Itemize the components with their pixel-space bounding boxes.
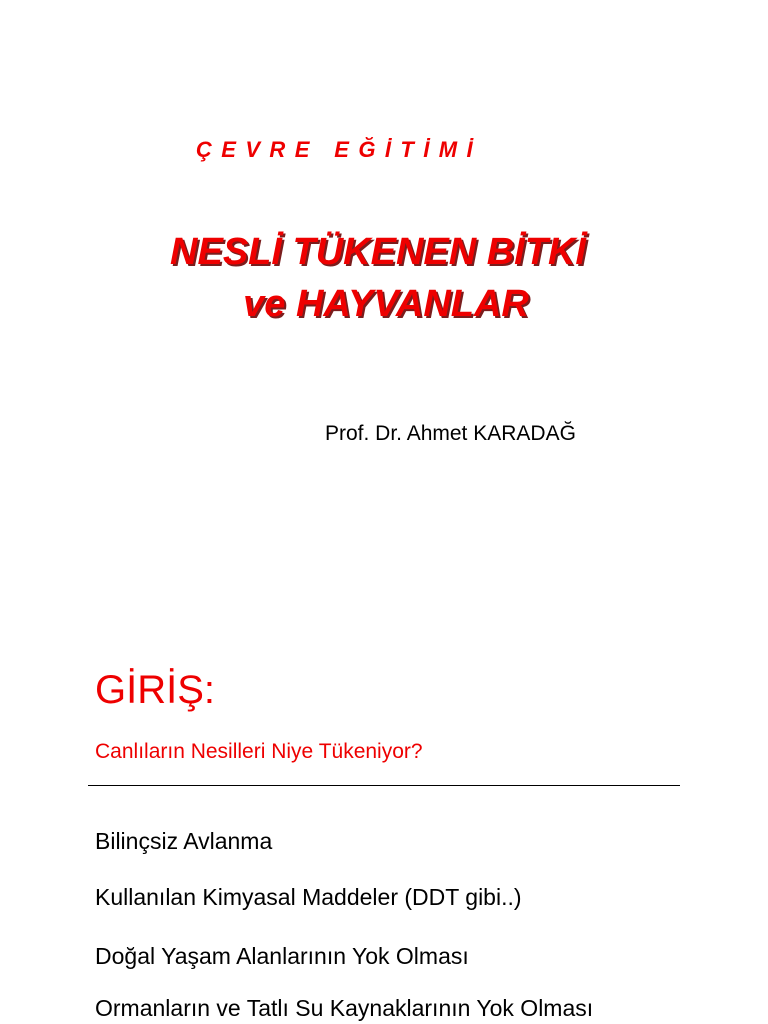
section-subheading: Canlıların Nesilleri Niye Tükeniyor? bbox=[95, 740, 423, 763]
reason-item: Bilinçsiz Avlanma bbox=[95, 828, 273, 854]
reason-item: Ormanların ve Tatlı Su Kaynaklarının Yok Olması bbox=[95, 995, 594, 1021]
course-label: ÇEVRE EĞİTİMİ bbox=[196, 137, 482, 162]
main-title-line-2: ve HAYVANLAR bbox=[243, 283, 529, 325]
reason-item: Doğal Yaşam Alanlarının Yok Olması bbox=[95, 943, 469, 969]
main-title-line-1: NESLİ TÜKENEN BİTKİ bbox=[170, 231, 586, 273]
author-name: Prof. Dr. Ahmet KARADAĞ bbox=[325, 422, 576, 445]
reason-item: Kullanılan Kimyasal Maddeler (DDT gibi..) bbox=[95, 884, 522, 910]
section-heading: GİRİŞ: bbox=[95, 668, 216, 712]
divider-line bbox=[88, 785, 680, 786]
